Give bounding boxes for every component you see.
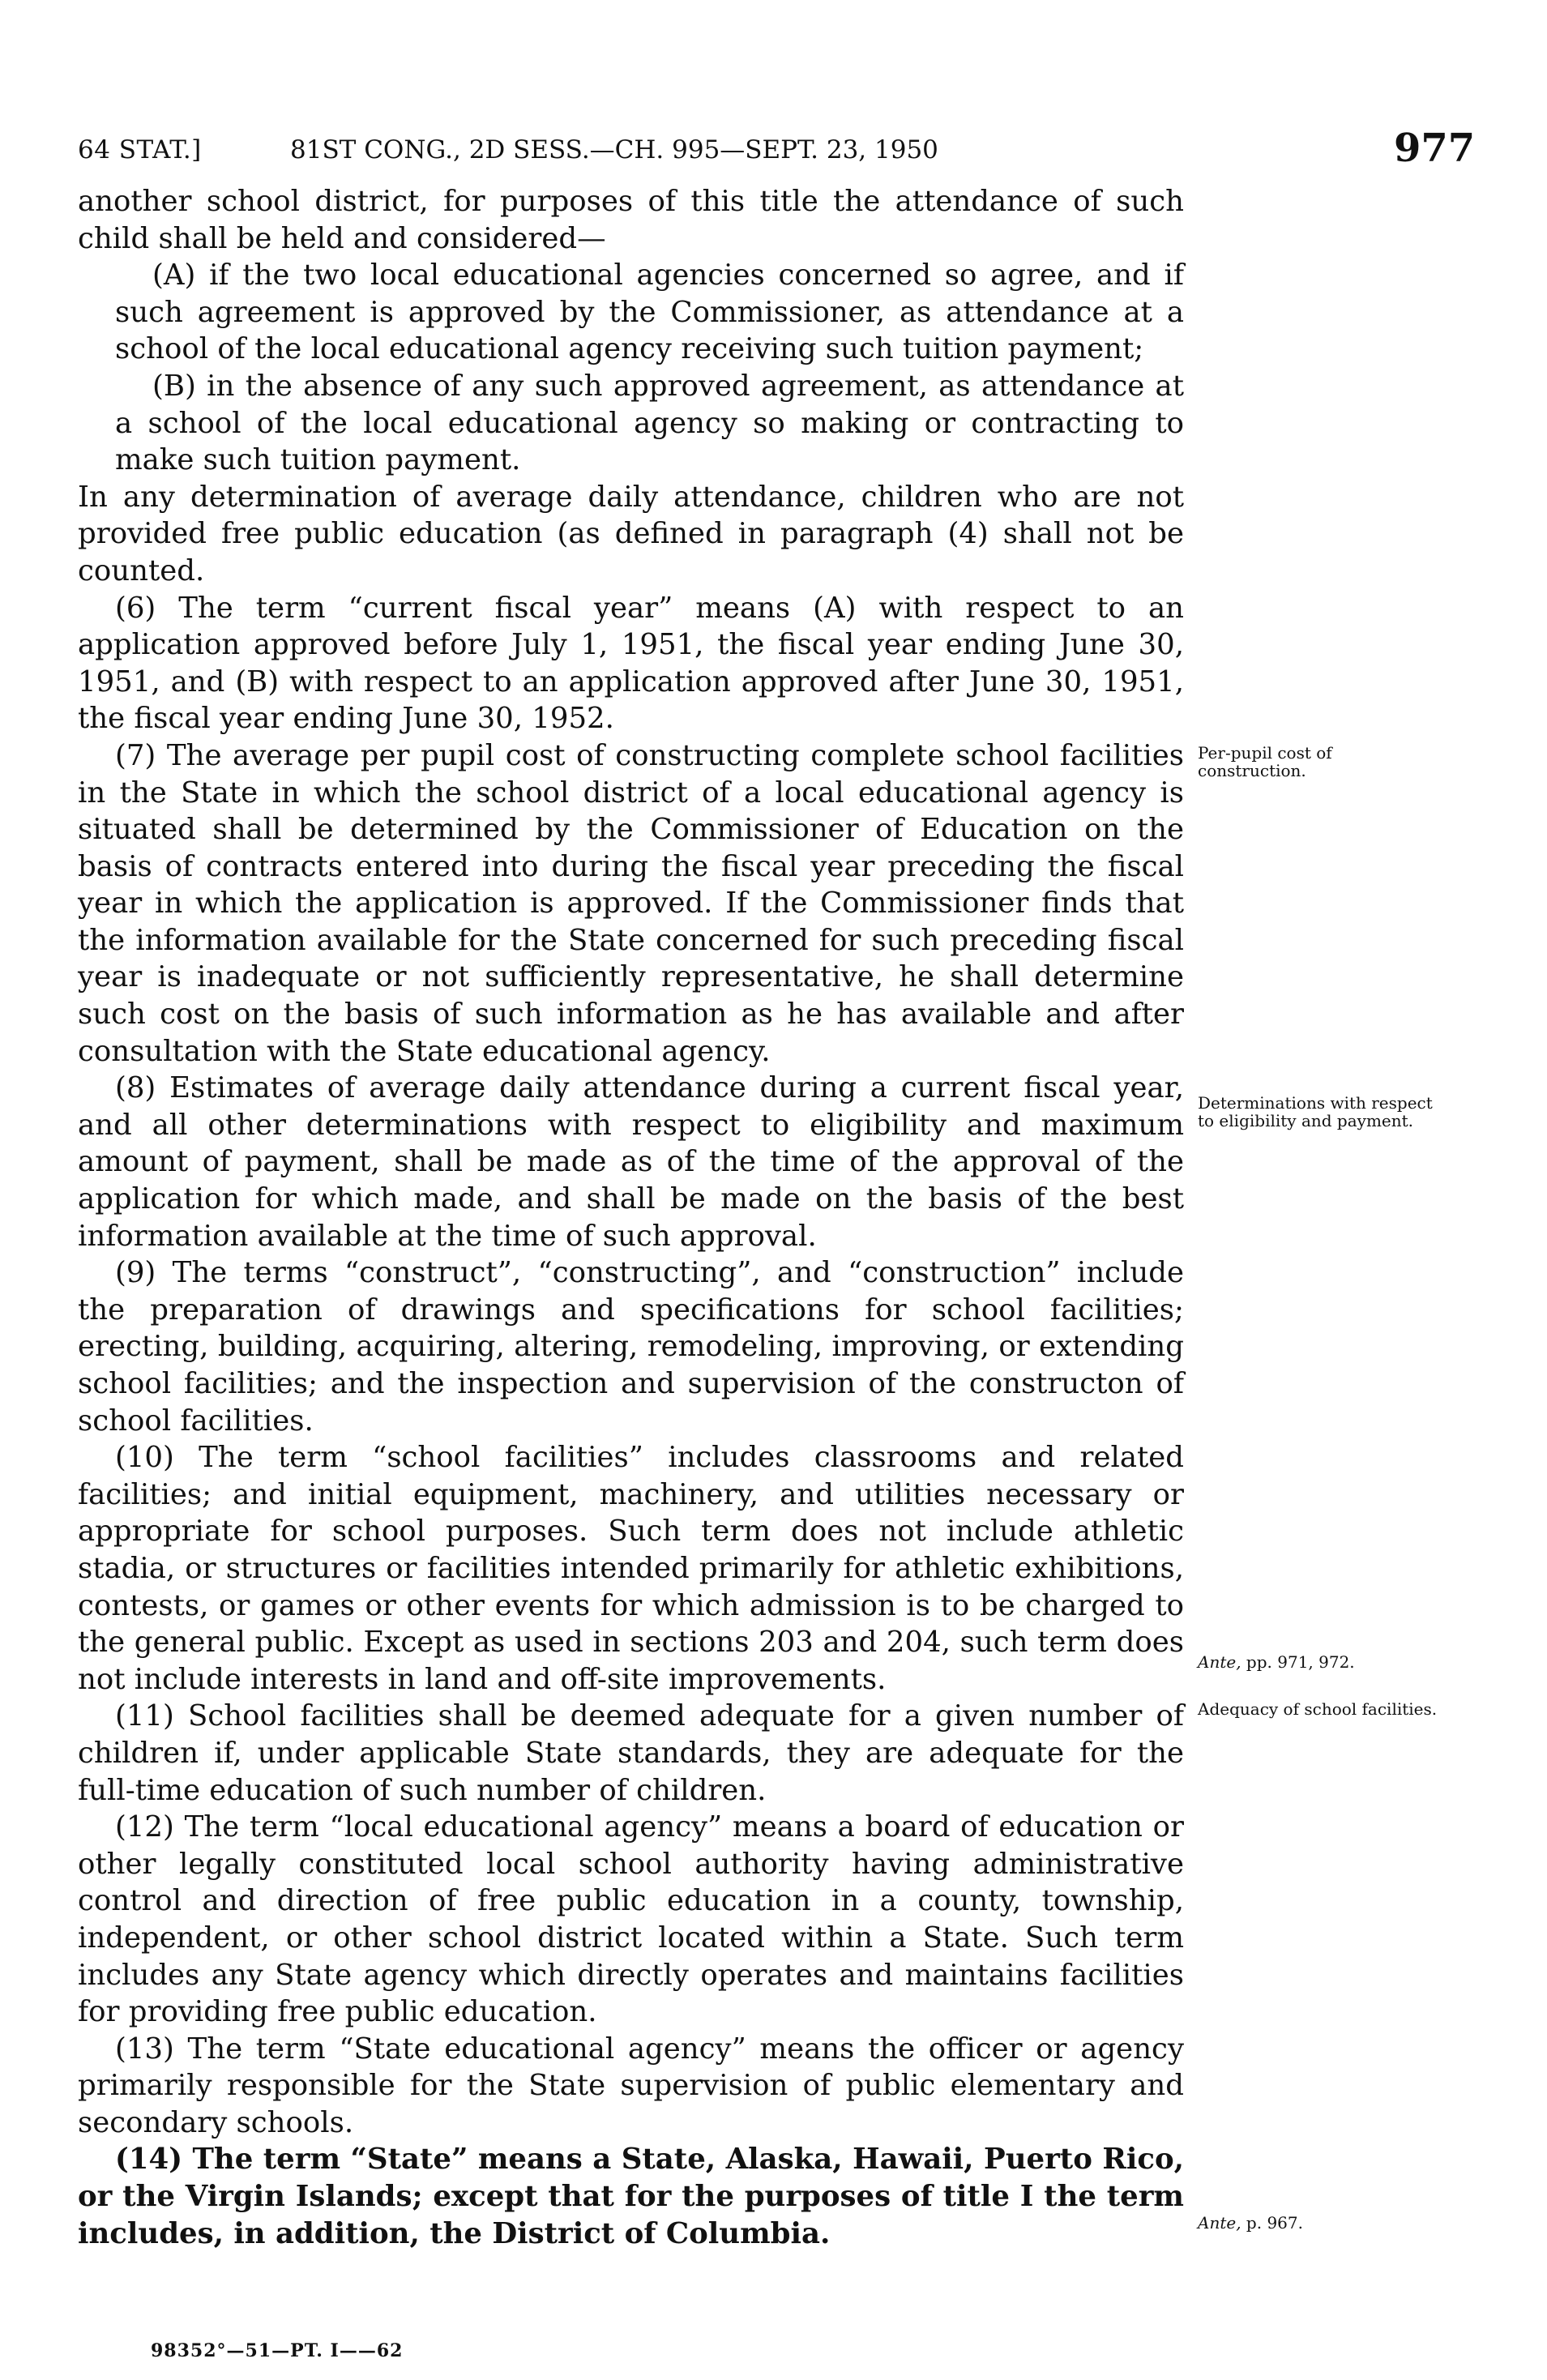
- paragraph-14: (14) The term “State” means a State, Alaska, Hawaii, Puerto Rico, or the Virgin Islands; except that for the purposes of title I the term includes, in addition, the District of Columbia.: [78, 2143, 1184, 2250]
- session-chapter-date: 81ST CONG., 2D SESS.—CH. 995—SEPT. 23, 1950: [290, 135, 938, 165]
- page-number: 977: [1394, 126, 1476, 171]
- page-reference: p. 967.: [1241, 2213, 1303, 2233]
- paragraph-9: (9) The terms “construct”, “constructing”, and “construction” include the preparation of drawings and specifications for school facilities; erecting, building, acquiring, altering, remodeling, improving, or extending school facilities; and the inspection and supervision of the constructon of school facilities.: [78, 1256, 1184, 1438]
- paragraph-8: (8) Estimates of average daily attendance during a current fiscal year, and all other determinations with respect to eligibility and maximum amount of payment, shall be made as of the time of the approval of the application for which made, and shall be made on the basis of the best information available at the time of such approval.: [78, 1071, 1184, 1253]
- statute-volume: 64 STAT.]: [78, 135, 202, 165]
- paragraph-11: (11) School facilities shall be deemed adequate for a given number of children if, under applicable State standards, they are adequate for the full-time education of such number of children.: [78, 1699, 1184, 1807]
- subparagraph-b: (B) in the absence of any such approved agreement, as attendance at a school of the local educational agency so making or contracting to make such tuition payment.: [115, 369, 1184, 477]
- subparagraph-a: (A) if the two local educational agencies concerned so agree, and if such agreement is approved by the Commissioner, as attendance at a school of the local educational agency receiving such tuition payment;: [115, 259, 1184, 366]
- paragraph-12: (12) The term “local educational agency” means a board of education or other legally constituted local school authority having administrative control and direction of free public education in a county, township, independent, or other school district located within a State. Such term includes any State agency which directly operates and maintains facilities for providing free public education.: [78, 1810, 1184, 2029]
- print-code: 98352°—51—PT. I——62: [151, 2340, 404, 2361]
- paragraph-6: (6) The term “current fiscal year” means (A) with respect to an application approved before July 1, 1951, the fiscal year ending June 30, 1951, and (B) with respect to an application approved after June 30, 1951, the fiscal year ending June 30, 1952.: [78, 591, 1184, 736]
- margin-note-per-pupil-cost: Per-pupil cost of construction.: [1198, 743, 1332, 780]
- margin-note-adequacy: Adequacy of school facilities.: [1198, 1699, 1438, 1719]
- paragraph-continuation: another school district, for purposes of this title the attendance of such child shall be held and considered—: [78, 185, 1184, 255]
- paragraph-7: (7) The average per pupil cost of constructing complete school facilities in the State in which the school district of a local educational agency is situated shall be determined by the Commissioner of Education on the basis of contracts entered into during the fiscal year preceding the fiscal year in which the application is approved. If the Commissioner finds that the information available for the State concerned for such preceding fiscal year is inadequate or not sufficiently representative, he shall determine such cost on the basis of such information as he has available and after consultation with the State educational agency.: [78, 738, 1184, 1068]
- paragraph-13: (13) The term “State educational agency” means the officer or agency primarily responsible for the State supervision of public elementary and secondary schools.: [78, 2032, 1184, 2139]
- page-reference: pp. 971, 972.: [1241, 1652, 1355, 1672]
- attendance-determination-paragraph: In any determination of average daily attendance, children who are not provided free public education (as defined in paragraph (4) shall not be counted.: [78, 480, 1184, 588]
- statute-body: [78, 183, 1184, 2252]
- paragraph-10: (10) The term “school facilities” includes classrooms and related facilities; and initial equipment, machinery, and utilities necessary or appropriate for school purposes. Such term does not include athletic stadia, or structures or facilities intended primarily for athletic exhibitions, contests, or games or other events for which admission is to be charged to the general public. Except as used in sections 203 and 204, such term does not include interests in land and off-site improvements.: [78, 1441, 1184, 1696]
- margin-note-ante-971: [1198, 1653, 1441, 1671]
- margin-note-ante-967: [1198, 2214, 1441, 2232]
- ante-label: Ante,: [1198, 1652, 1241, 1672]
- ante-label: Ante,: [1198, 2213, 1241, 2233]
- running-header: [78, 126, 1476, 174]
- margin-note-determinations: Determinations with respect to eligibility and payment.: [1198, 1093, 1433, 1130]
